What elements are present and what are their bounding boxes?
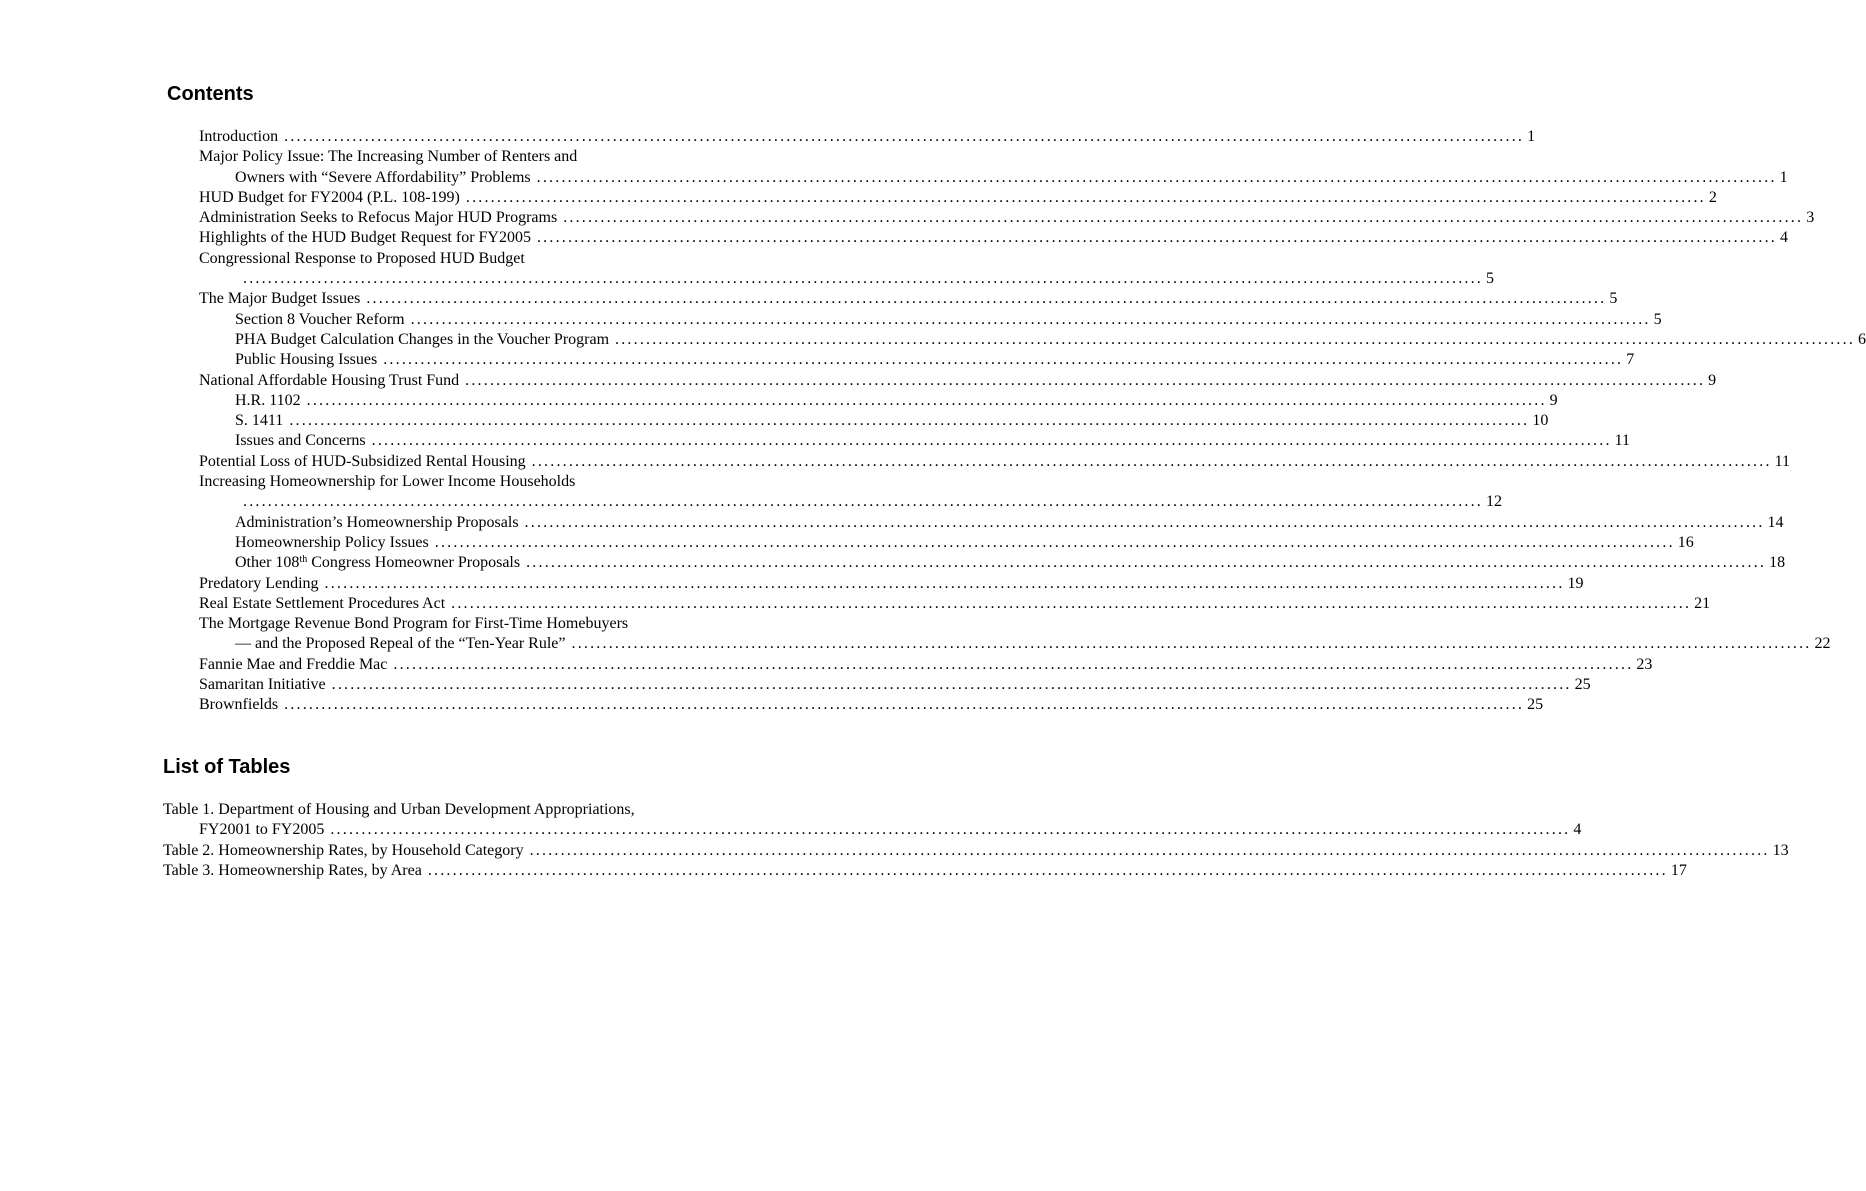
toc-entry[interactable]: Increasing Homeownership for Lower Income Households	[199, 473, 576, 491]
toc-entry[interactable]: Introduction ........................................................................................................................................................................................................ 1	[199, 127, 758, 147]
table-entry[interactable]: Table 2. Homeownership Rates, by Household Category ........................................................................................................................................................................................................ 13	[163, 841, 758, 861]
toc-entry[interactable]: Administration’s Homeownership Proposals ........................................................................................................................................................................................................ 14	[199, 513, 758, 533]
dot-leader: ........................................................................................................................................................................................................	[563, 209, 1804, 227]
toc-entry[interactable]: Other 108th Congress Homeowner Proposals ........................................................................................................................................................................................................ 18	[199, 553, 758, 573]
toc-entry[interactable]: Potential Loss of HUD-Subsidized Rental Housing ........................................................................................................................................................................................................ 11	[199, 452, 758, 472]
dot-leader: ........................................................................................................................................................................................................	[393, 655, 1634, 673]
toc-entry[interactable]: Highlights of the HUD Budget Request for FY2005 ........................................................................................................................................................................................................ 4	[199, 228, 758, 248]
toc-entry[interactable]: Fannie Mae and Freddie Mac ........................................................................................................................................................................................................ 23	[199, 655, 758, 675]
dot-leader: ........................................................................................................................................................................................................	[243, 493, 1483, 511]
dot-leader: ........................................................................................................................................................................................................	[571, 635, 1812, 653]
toc-entry[interactable]: The Mortgage Revenue Bond Program for First-Time Homebuyers	[199, 615, 629, 633]
contents-heading: Contents	[167, 83, 254, 105]
toc-entry[interactable]: Brownfields ........................................................................................................................................................................................................ 25	[199, 695, 758, 715]
toc-entry[interactable]: ........................................................................................................................................................................................................ 12	[199, 492, 758, 512]
dot-leader: ........................................................................................................................................................................................................	[529, 841, 1770, 859]
dot-leader: ........................................................................................................................................................................................................	[243, 270, 1483, 288]
toc-entry[interactable]: — and the Proposed Repeal of the “Ten-Year Rule” ........................................................................................................................................................................................................ 22	[199, 634, 758, 654]
dot-leader: ........................................................................................................................................................................................................	[330, 821, 1571, 839]
dot-leader: ........................................................................................................................................................................................................	[465, 188, 1706, 206]
toc-entry[interactable]: Owners with “Severe Affordability” Problems ........................................................................................................................................................................................................ 1	[199, 168, 758, 188]
dot-leader: ........................................................................................................................................................................................................	[615, 330, 1856, 348]
toc-entry[interactable]: Issues and Concerns ........................................................................................................................................................................................................ 11	[199, 431, 758, 451]
dot-leader: ........................................................................................................................................................................................................	[284, 128, 1525, 145]
dot-leader: ........................................................................................................................................................................................................	[289, 412, 1530, 430]
contents-list	[199, 127, 1866, 716]
toc-entry[interactable]: Administration Seeks to Refocus Major HUD Programs ........................................................................................................................................................................................................ 3	[199, 208, 758, 228]
dot-leader: ........................................................................................................................................................................................................	[410, 310, 1651, 328]
dot-leader: ........................................................................................................................................................................................................	[383, 351, 1624, 369]
dot-leader: ........................................................................................................................................................................................................	[284, 696, 1525, 714]
dot-leader: ........................................................................................................................................................................................................	[526, 554, 1767, 572]
table-entry[interactable]: FY2001 to FY2005 ........................................................................................................................................................................................................ 4	[163, 820, 758, 840]
toc-entry[interactable]: HUD Budget for FY2004 (P.L. 108-199) ........................................................................................................................................................................................................ 2	[199, 188, 758, 208]
dot-leader: ........................................................................................................................................................................................................	[434, 533, 1675, 551]
toc-entry[interactable]: Section 8 Voucher Reform ........................................................................................................................................................................................................ 5	[199, 310, 758, 330]
tables-list	[163, 800, 1789, 881]
toc-entry[interactable]: Predatory Lending ........................................................................................................................................................................................................ 19	[199, 574, 758, 594]
toc-entry[interactable]: ........................................................................................................................................................................................................ 5	[199, 269, 758, 289]
dot-leader: ........................................................................................................................................................................................................	[531, 452, 1772, 470]
dot-leader: ........................................................................................................................................................................................................	[371, 432, 1612, 450]
table-entry[interactable]: Table 1. Department of Housing and Urban Development Appropriations,	[163, 801, 635, 818]
dot-leader: ........................................................................................................................................................................................................	[427, 861, 1668, 879]
toc-entry[interactable]: National Affordable Housing Trust Fund ........................................................................................................................................................................................................ 9	[199, 371, 758, 391]
dot-leader: ........................................................................................................................................................................................................	[465, 371, 1706, 389]
toc-entry[interactable]: Real Estate Settlement Procedures Act ........................................................................................................................................................................................................ 21	[199, 594, 758, 614]
toc-entry[interactable]: PHA Budget Calculation Changes in the Voucher Program ........................................................................................................................................................................................................ 6	[199, 330, 758, 350]
toc-entry[interactable]: Major Policy Issue: The Increasing Number of Renters and	[199, 148, 578, 166]
toc-entry[interactable]: H.R. 1102 ........................................................................................................................................................................................................ 9	[199, 391, 758, 411]
dot-leader: ........................................................................................................................................................................................................	[324, 574, 1565, 592]
dot-leader: ........................................................................................................................................................................................................	[536, 229, 1777, 247]
dot-leader: ........................................................................................................................................................................................................	[524, 513, 1765, 531]
toc-entry[interactable]: Public Housing Issues ........................................................................................................................................................................................................ 7	[199, 350, 758, 370]
toc-entry[interactable]: Congressional Response to Proposed HUD Budget	[199, 249, 525, 267]
dot-leader: ........................................................................................................................................................................................................	[536, 168, 1777, 186]
dot-leader: ........................................................................................................................................................................................................	[366, 290, 1607, 308]
toc-entry[interactable]: S. 1411 ........................................................................................................................................................................................................ 10	[199, 411, 758, 431]
dot-leader: ........................................................................................................................................................................................................	[331, 676, 1572, 694]
toc-entry[interactable]: Samaritan Initiative ........................................................................................................................................................................................................ 25	[199, 675, 758, 695]
table-entry[interactable]: Table 3. Homeownership Rates, by Area ........................................................................................................................................................................................................ 17	[163, 861, 758, 881]
toc-entry[interactable]: The Major Budget Issues ........................................................................................................................................................................................................ 5	[199, 289, 758, 309]
dot-leader: ........................................................................................................................................................................................................	[306, 391, 1547, 409]
list-of-tables-heading: List of Tables	[163, 756, 291, 778]
dot-leader: ........................................................................................................................................................................................................	[451, 594, 1692, 612]
toc-entry[interactable]: Homeownership Policy Issues ........................................................................................................................................................................................................ 16	[199, 533, 758, 553]
